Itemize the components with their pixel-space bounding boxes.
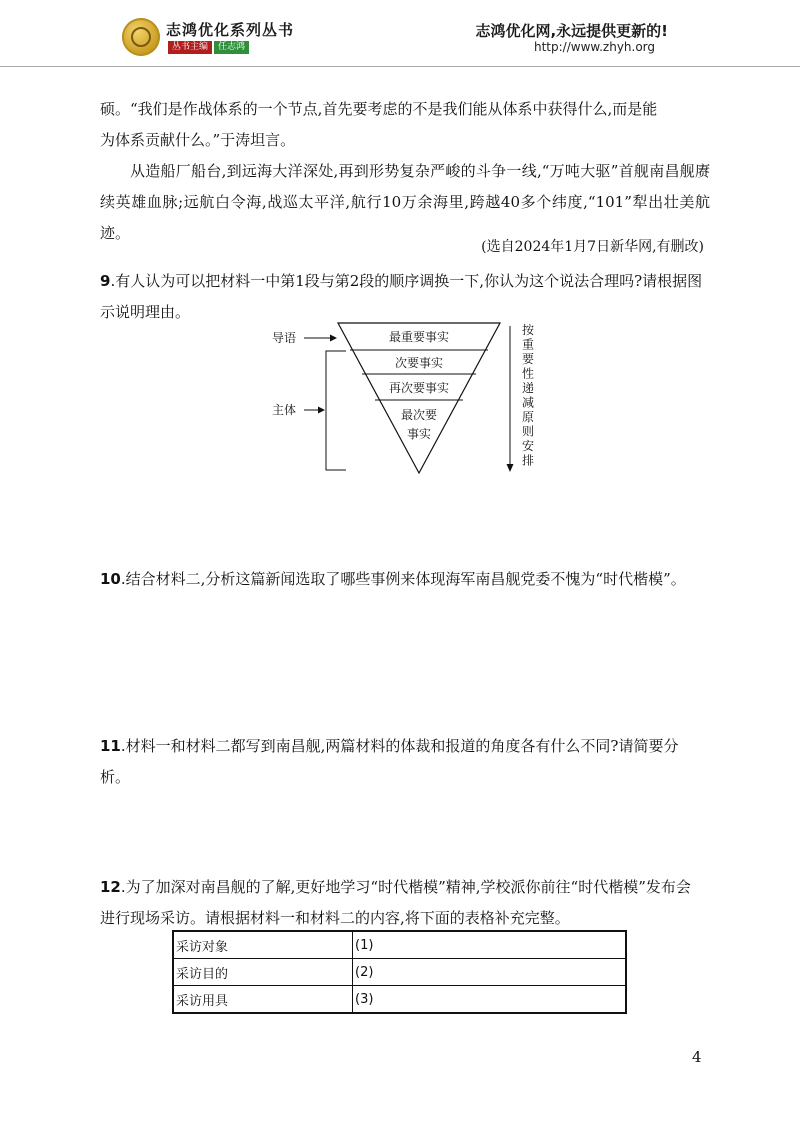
body-arrow-head [318, 407, 325, 414]
source-citation: (选自2024年1月7日新华网,有删改) [481, 239, 704, 255]
question-10 [100, 564, 705, 595]
importance-note: 按重要性递减原则安排 [522, 323, 535, 468]
paragraph-line: 为体系贡献什么。”于涛坦言。 [100, 131, 296, 149]
question-11 [100, 731, 705, 793]
level-1-label: 最重要事实 [388, 330, 450, 344]
inverted-pyramid-diagram [268, 318, 538, 478]
question-text: .结合材料二,分析这篇新闻选取了哪些事例来体现海军南昌舰党委不愧为“时代楷模”。 [120, 570, 686, 588]
brand-title: 志鸿优化系列丛书 [166, 21, 295, 39]
question-text: .为了加深对南昌舰的了解,更好地学习“时代楷模”精神,学校派你前往“时代楷模”发布会进行现场采访。请根据材料一和材料二的内容,将下面的表格补充完整。 [100, 878, 691, 927]
paragraph-summary: 从造船厂船台,到远海大洋深处,再到形势复杂严峻的斗争一线,“万吨大驱”首舰南昌舰赓续英雄血脉;远航白令海,战巡太平洋,航行10万余海里,跨越40多个纬度,“101”犁出壮美航迹。 [100, 162, 710, 242]
table-row [173, 986, 626, 1014]
table-row [173, 931, 626, 959]
table-cell-answer[interactable]: (3) [353, 986, 627, 1014]
level-4-label: 最次要 [400, 408, 438, 422]
question-number: 10 [100, 570, 121, 588]
question-12 [100, 872, 705, 934]
series-editor-badge: 丛书主编 [168, 41, 212, 54]
lead-label: 导语 [272, 331, 297, 345]
question-number: 11 [100, 737, 121, 755]
logo-icon [122, 18, 160, 56]
lead-arrow-head [330, 335, 337, 342]
page-number: 4 [692, 1048, 702, 1066]
question-text: .有人认为可以把材料一中第1段与第2段的顺序调换一下,你认为这个说法合理吗?请根据图示说明理由。 [100, 272, 703, 321]
table-cell-label: 采访对象 [173, 931, 353, 959]
question-number: 9 [100, 272, 111, 290]
level-3-label: 再次要事实 [388, 381, 450, 395]
table-cell-label: 采访用具 [173, 986, 353, 1014]
table-cell-answer[interactable]: (2) [353, 959, 627, 986]
level-2-label: 次要事实 [394, 356, 444, 370]
paragraph-line: 硕。“我们是作战体系的一个节点,首先要考虑的不是我们能从体系中获得什么,而是能 [100, 100, 658, 118]
interview-table [172, 930, 627, 1014]
body-bracket [326, 351, 346, 470]
paragraph-continuation [100, 94, 710, 156]
table-cell-answer[interactable]: (1) [353, 931, 627, 959]
header-divider [0, 66, 800, 67]
table-cell-label: 采访目的 [173, 959, 353, 986]
site-url[interactable]: http://www.zhyh.org [534, 40, 656, 54]
site-slogan: 志鸿优化网,永远提供更新的! [475, 22, 668, 40]
body-label: 主体 [272, 403, 297, 417]
pyramid-outline [338, 323, 500, 473]
level-4-label: 事实 [406, 427, 432, 441]
question-number: 12 [100, 878, 121, 896]
importance-arrow-head [507, 464, 514, 472]
editor-name-badge: 任志鸿 [214, 41, 249, 54]
table-row [173, 959, 626, 986]
question-text: .材料一和材料二都写到南昌舰,两篇材料的体裁和报道的角度各有什么不同?请简要分析。 [100, 737, 679, 786]
